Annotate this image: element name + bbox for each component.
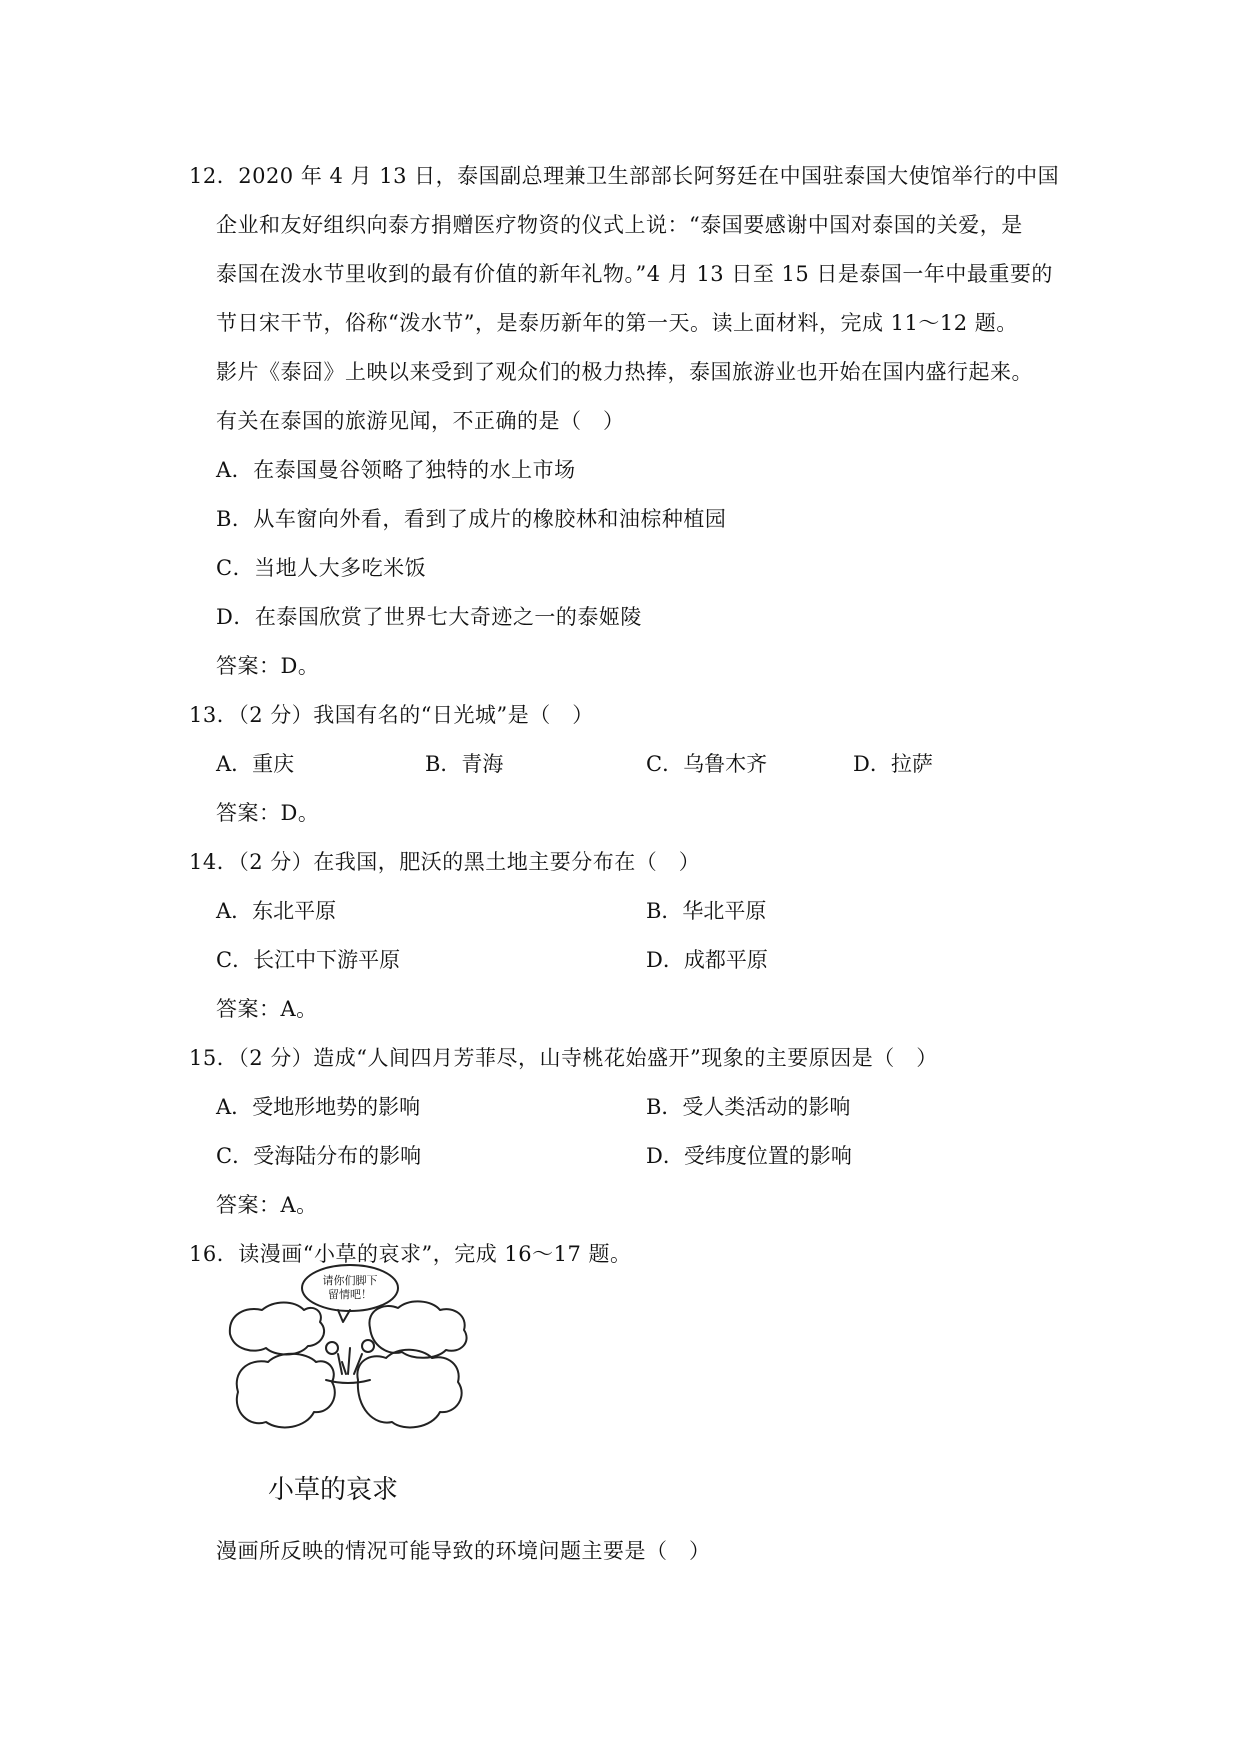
q14-stem: 14．（2 分）在我国，肥沃的黑土地主要分布在（ ）	[189, 850, 701, 874]
q12-line-2: 企业和友好组织向泰方捐赠医疗物资的仪式上说：“泰国要感谢中国对泰国的关爱，是	[216, 213, 1023, 237]
q12-option-a: A．在泰国曼谷领略了独特的水上市场	[216, 458, 576, 482]
q12-answer: 答案：D。	[216, 654, 320, 678]
q15-option-a: A．受地形地势的影响	[216, 1095, 421, 1119]
footprint-upper-right	[369, 1301, 466, 1357]
q12-line-5: 影片《泰囧》上映以来受到了观众们的极力热捧，泰国旅游业也开始在国内盛行起来。	[216, 360, 1033, 384]
footprint-lower-left	[237, 1354, 335, 1428]
footprint-upper-left	[230, 1303, 324, 1355]
footprint-lower-right	[357, 1350, 461, 1428]
q16-question: 漫画所反映的情况可能导致的环境问题主要是（ ）	[216, 1539, 711, 1563]
q16-stem: 16．读漫画“小草的哀求”，完成 16～17 题。	[189, 1242, 632, 1266]
cartoon-caption: 小草的哀求	[268, 1475, 399, 1505]
q12-line-3: 泰国在泼水节里收到的最有价值的新年礼物。”4 月 13 日至 15 日是泰国一年中最重要的	[216, 262, 1053, 286]
q14-option-a: A．东北平原	[216, 899, 337, 923]
q15-answer: 答案：A。	[216, 1193, 318, 1217]
q14-answer: 答案：A。	[216, 997, 318, 1021]
q13-option-c: C．乌鲁木齐	[646, 752, 768, 776]
q14-option-d: D．成都平原	[646, 948, 768, 972]
q12-line-6: 有关在泰国的旅游见闻，不正确的是（ ）	[216, 409, 625, 433]
q15-option-c: C．受海陆分布的影响	[216, 1144, 422, 1168]
q12-option-b: B．从车窗向外看，看到了成片的橡胶林和油棕种植园	[216, 507, 727, 531]
q13-answer: 答案：D。	[216, 801, 320, 825]
q15-stem: 15．（2 分）造成“人间四月芳菲尽，山寺桃花始盛开”现象的主要原因是（ ）	[189, 1046, 938, 1070]
q13-option-b: B．青海	[425, 752, 504, 776]
bubble-text-1: 请你们脚下	[322, 1274, 378, 1287]
q14-option-c: C．长江中下游平原	[216, 948, 401, 972]
q13-option-a: A．重庆	[216, 752, 295, 776]
q12-line-4: 节日宋干节，俗称“泼水节”，是泰历新年的第一天。读上面材料，完成 11～12 题。	[216, 311, 1018, 335]
bubble-text-2: 留情吧！	[328, 1288, 372, 1301]
q15-option-d: D．受纬度位置的影响	[646, 1144, 852, 1168]
q15-option-b: B．受人类活动的影响	[646, 1095, 851, 1119]
q12-line-1: 12．2020 年 4 月 13 日，泰国副总理兼卫生部部长阿努廷在中国驻泰国大使馆举行的中国	[189, 164, 1060, 188]
q14-option-b: B．华北平原	[646, 899, 767, 923]
q12-option-d: D．在泰国欣赏了世界七大奇迹之一的泰姬陵	[216, 605, 642, 629]
cartoon-illustration	[220, 1262, 480, 1457]
q13-stem: 13．（2 分）我国有名的“日光城”是（ ）	[189, 703, 594, 727]
q12-option-c: C．当地人大多吃米饭	[216, 556, 427, 580]
q13-option-d: D．拉萨	[853, 752, 933, 776]
